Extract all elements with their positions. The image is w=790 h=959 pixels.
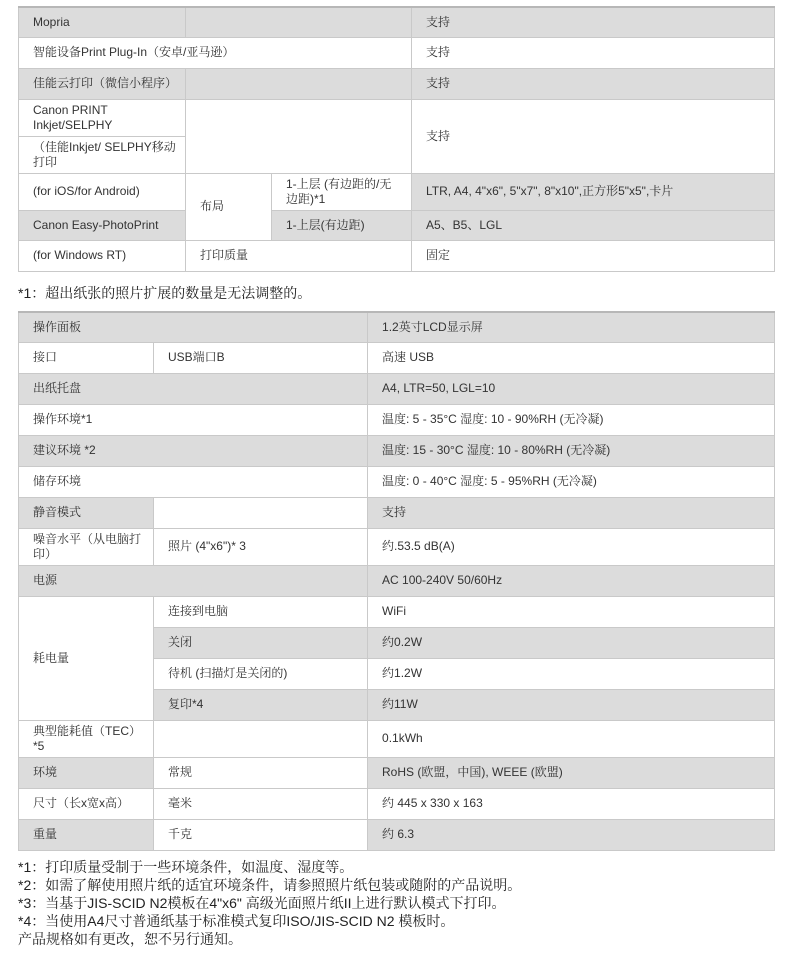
row-value: 支持 [412, 68, 775, 99]
table-row [19, 312, 775, 342]
row-label: 佳能云打印（微信小程序） [19, 68, 186, 99]
layout-label: 布局 [186, 173, 272, 240]
row-sub: 待机 (扫描灯是关闭的) [154, 658, 368, 689]
footnote: *1：超出纸张的照片扩展的数量是无法调整的。 [18, 285, 312, 301]
row-value: 约.53.5 dB(A) [368, 528, 775, 565]
row-value: 温度: 0 - 40°C 湿度: 5 - 95%RH (无冷凝) [368, 466, 775, 497]
row-value: 支持 [412, 99, 775, 173]
row-label: 噪音水平（从电脑打印） [19, 528, 154, 565]
table-row [19, 373, 775, 404]
footnote: *4：当使用A4尺寸普通纸基于标准模式复印ISO/JIS-SCID N2 模板时。 [18, 913, 455, 929]
table-row [19, 173, 775, 210]
row-sub: USB端口B [154, 342, 368, 373]
app-support-table [18, 6, 775, 272]
table-row [19, 788, 775, 819]
row-sub: 复印*4 [154, 689, 368, 720]
row-label: 操作面板 [19, 312, 368, 342]
row-value: 约 445 x 330 x 163 [368, 788, 775, 819]
empty-cell [154, 720, 368, 757]
table-row [19, 68, 775, 99]
row-label: 重量 [19, 819, 154, 850]
row-value: 1.2英寸LCD显示屏 [368, 312, 775, 342]
row-value: 支持 [412, 37, 775, 68]
row-label: Canon Easy-PhotoPrint [19, 210, 186, 240]
row-label: 尺寸（长x宽x高） [19, 788, 154, 819]
row-value: 约0.2W [368, 627, 775, 658]
empty-cell [186, 7, 412, 37]
row-value: 支持 [412, 7, 775, 37]
empty-cell [154, 497, 368, 528]
table-row [19, 466, 775, 497]
row-label: （佳能Inkjet/ SELPHY移动打印 [19, 136, 186, 173]
table-row [19, 819, 775, 850]
row-label: 出纸托盘 [19, 373, 368, 404]
table-row [19, 435, 775, 466]
row-label: 静音模式 [19, 497, 154, 528]
row-sub: 连接到电脑 [154, 596, 368, 627]
row-value: 约11W [368, 689, 775, 720]
footnotes [18, 858, 521, 948]
row-sub: 毫米 [154, 788, 368, 819]
row-label: (for Windows RT) [19, 240, 186, 271]
table-row [19, 596, 775, 627]
table-row [19, 528, 775, 565]
row-value: LTR, A4, 4"x6", 5"x7", 8"x10",正方形5"x5",卡片 [412, 173, 775, 210]
row-value: 温度: 5 - 35°C 湿度: 10 - 90%RH (无冷凝) [368, 404, 775, 435]
table-row [19, 7, 775, 37]
row-label: 智能设备Print Plug-In（安卓/亚马逊） [19, 37, 412, 68]
row-value: A4, LTR=50, LGL=10 [368, 373, 775, 404]
table-row [19, 37, 775, 68]
row-value: 支持 [368, 497, 775, 528]
layout-option: 1-上层 (有边距的/无边距)*1 [272, 173, 412, 210]
row-label: 操作环境*1 [19, 404, 368, 435]
table-row [19, 210, 775, 240]
empty-cell [186, 99, 412, 173]
row-value: 固定 [412, 240, 775, 271]
table-row [19, 342, 775, 373]
row-sub: 常规 [154, 757, 368, 788]
footnote: *3：当基于JIS-SCID N2模板在4"x6" 高级光面照片纸II上进行默认模式下打印。 [18, 895, 506, 911]
table-row [19, 404, 775, 435]
row-sub: 关闭 [154, 627, 368, 658]
table-row [19, 757, 775, 788]
row-label: (for iOS/for Android) [19, 173, 186, 210]
row-value: 约1.2W [368, 658, 775, 689]
empty-cell [186, 68, 412, 99]
layout-option: 1-上层(有边距) [272, 210, 412, 240]
table-row [19, 99, 775, 136]
table-row [19, 720, 775, 757]
row-label: 储存环境 [19, 466, 368, 497]
row-value: 0.1kWh [368, 720, 775, 757]
row-value: 高速 USB [368, 342, 775, 373]
row-label: Mopria [19, 7, 186, 37]
table-row [19, 240, 775, 271]
table-row [19, 565, 775, 596]
table-row [19, 497, 775, 528]
row-value: RoHS (欧盟，中国), WEEE (欧盟) [368, 757, 775, 788]
row-label: Canon PRINT Inkjet/SELPHY [19, 99, 186, 136]
row-label: 耗电量 [19, 596, 154, 720]
row-sub: 千克 [154, 819, 368, 850]
row-label: 电源 [19, 565, 368, 596]
disclaimer: 产品规格如有更改，恕不另行通知。 [18, 931, 242, 947]
row-value: A5、B5、LGL [412, 210, 775, 240]
row-label: 典型能耗值（TEC）*5 [19, 720, 154, 757]
row-label: 接口 [19, 342, 154, 373]
quality-label: 打印质量 [186, 240, 412, 271]
footnote: *2：如需了解使用照片纸的适宜环境条件，请参照照片纸包装或随附的产品说明。 [18, 877, 522, 893]
row-value: AC 100-240V 50/60Hz [368, 565, 775, 596]
row-label: 建议环境 *2 [19, 435, 368, 466]
row-value: 温度: 15 - 30°C 湿度: 10 - 80%RH (无冷凝) [368, 435, 775, 466]
row-label: 环境 [19, 757, 154, 788]
row-value: WiFi [368, 596, 775, 627]
spec-table [18, 311, 775, 851]
row-sub: 照片 (4"x6")* 3 [154, 528, 368, 565]
row-value: 约 6.3 [368, 819, 775, 850]
footnote: *1：打印质量受制于一些环境条件，如温度、湿度等。 [18, 859, 354, 875]
